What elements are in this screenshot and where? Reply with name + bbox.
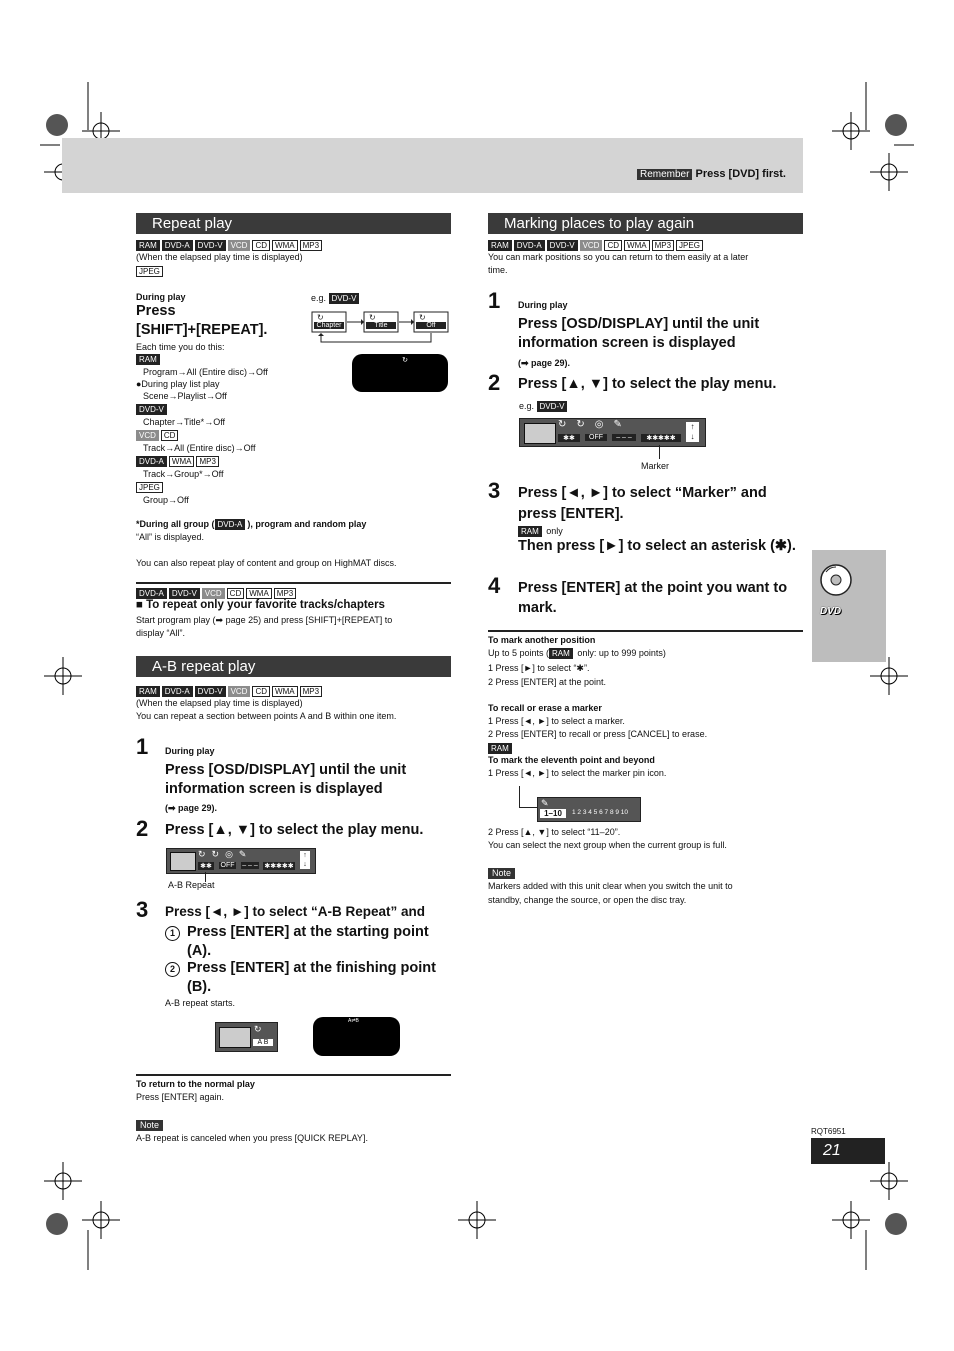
eleventh-step-1: 1 Press [◄, ►] to select the marker pin icon. <box>488 768 667 778</box>
pin-digits: 1 2 3 4 5 6 7 8 9 10 <box>572 809 629 816</box>
footnote-pre: *During all group ( <box>136 519 215 529</box>
disc-tag: VCD <box>228 240 251 251</box>
disc-tag: MP3 <box>274 588 296 599</box>
highmat-note: You can also repeat play of content and group on HighMAT discs. <box>136 558 397 568</box>
shift-repeat-instruction: [SHIFT]+[REPEAT]. <box>136 322 268 338</box>
substep-1-text: Press [ENTER] at the starting point (A). <box>187 924 429 959</box>
disc-tag: JPEG <box>676 240 703 251</box>
mark-eg-label <box>519 400 569 412</box>
disc-tag: WMA <box>624 240 650 251</box>
disc-tag: DVD-A <box>136 456 167 467</box>
pin-range: 1–10 <box>540 809 566 818</box>
disc-tag: MP3 <box>300 686 322 697</box>
osd-value: ✱✱ <box>558 434 580 442</box>
footnote-all-group <box>136 518 366 530</box>
ab-step-1-ref: (➡ page 29). <box>165 803 218 813</box>
ab-step-3-text: Press [◄, ►] to select “A-B Repeat” and <box>165 904 426 919</box>
favorite-disc-tags <box>136 588 298 599</box>
eleventh-text: You can select the next group when the current group is full. <box>488 840 727 850</box>
disc-tag: RAM <box>518 526 542 537</box>
disc-tag: DVD-V <box>329 293 360 304</box>
eg-text: e.g. <box>519 401 535 411</box>
ab-step-2-number: 2 <box>136 816 149 841</box>
disc-tag: DVD-V <box>547 240 578 251</box>
marker-osd-caption: Marker <box>641 461 670 471</box>
ab-note-label: Note <box>136 1120 163 1131</box>
disc-tag: RAM <box>136 240 160 251</box>
disc-tag: DVD-V <box>195 240 226 251</box>
disc-tag: DVD-A <box>162 686 193 697</box>
mark-step-2-text: Press [▲, ▼] to select the play menu. <box>518 376 777 392</box>
disc-tag: VCD <box>228 686 251 697</box>
ab-step-3-number: 3 <box>136 897 149 922</box>
mode-tag-row <box>136 404 306 415</box>
disc-tag: DVD-A <box>514 240 545 251</box>
favorite-tracks-text-2: display “All”. <box>136 628 186 638</box>
osd-value: – – – <box>242 862 258 869</box>
ab-osd-bar <box>166 848 316 874</box>
mark-step-1-text: Press [OSD/DISPLAY] until the unit information screen is displayed <box>518 316 760 351</box>
disc-tag: CD <box>227 588 245 599</box>
return-normal-title: To return to the normal play <box>136 1079 255 1089</box>
ab-step-2-text: Press [▲, ▼] to select the play menu. <box>165 822 424 838</box>
another-step-1: 1 Press [►] to select “✱”. <box>488 663 590 673</box>
ab-step-1-sub: During play <box>165 746 215 756</box>
mode-line: Group→Off <box>143 495 189 505</box>
footnote-post: ), program and random play <box>247 519 367 529</box>
page-number: 21 <box>811 1138 885 1164</box>
svg-text:↻: ↻ <box>317 313 324 322</box>
disc-tag: RAM <box>549 648 573 659</box>
mark-step-4-text: Press [ENTER] at the point you want to mark. <box>518 580 788 616</box>
ab-note-text: A-B repeat is canceled when you press [QUICK REPLAY]. <box>136 1133 368 1143</box>
marking-desc-1: You can mark positions so you can return to them easily at a later <box>488 252 749 262</box>
ab-screen-label: A⇌B <box>348 1018 359 1024</box>
osd-value: ✱✱✱✱✱ <box>641 434 681 442</box>
ab-repeat-heading: A-B repeat play <box>136 656 451 677</box>
mode-line: Scene→Playlist→Off <box>143 391 227 401</box>
ab-step-1-number: 1 <box>136 734 149 759</box>
mode-tag-row <box>136 482 306 493</box>
footnote-all-displayed: “All” is displayed. <box>136 532 205 542</box>
osd-value: ✱✱✱✱✱ <box>264 863 294 870</box>
osd-icon-row: ↻↻◎✎ <box>558 419 632 430</box>
flow-title: Title <box>366 322 396 329</box>
disc-tag: DVD-A <box>215 519 246 530</box>
ab-tv-screen <box>313 1017 400 1056</box>
ab-status-osd <box>215 1022 278 1052</box>
mark-step-1-ref: (➡ page 29). <box>518 358 571 368</box>
disc-tag: WMA <box>272 240 298 251</box>
flow-off: Off <box>416 322 446 329</box>
marking-disc-tags <box>488 240 705 251</box>
disc-tag: CD <box>604 240 622 251</box>
ab-substep-1 <box>165 923 455 961</box>
remember-text: Press [DVD] first. <box>695 168 786 180</box>
disc-thumbnail <box>524 423 556 444</box>
mark-step-2-number: 2 <box>488 370 501 395</box>
osd-value: OFF <box>585 434 607 441</box>
repeat-play-condition: (When the elapsed play time is displayed) <box>136 252 303 262</box>
flow-chapter: Chapter <box>314 322 344 329</box>
disc-tag: WMA <box>169 456 195 467</box>
disc-tag: VCD <box>580 240 603 251</box>
svg-text:↻: ↻ <box>419 313 426 322</box>
disc-tag: WMA <box>272 686 298 697</box>
disc-tag: CD <box>161 430 179 441</box>
eleventh-title: To mark the eleventh point and beyond <box>488 755 655 765</box>
osd-value: ✱✱ <box>198 862 214 870</box>
pin-icon: ✎ <box>541 798 549 808</box>
disc-tag: RAM <box>488 240 512 251</box>
disc-icon <box>818 558 854 602</box>
ab-osd-caption: A-B Repeat <box>168 880 215 890</box>
marking-note-label: Note <box>488 868 515 879</box>
recall-title: To recall or erase a marker <box>488 703 602 713</box>
scroll-arrows-icon: ↑ ↓ <box>300 851 310 869</box>
mark-step-3-text: Press [◄, ►] to select “Marker” and press [ENTER]. <box>518 485 767 522</box>
ab-starts-text: A-B repeat starts. <box>165 998 236 1008</box>
substep-1-marker: 1 <box>165 926 180 941</box>
another-step-2: 2 Press [ENTER] at the point. <box>488 677 607 687</box>
substep-2-marker: 2 <box>165 962 180 977</box>
divider <box>136 582 451 584</box>
repeat-mode-flow <box>311 308 451 348</box>
disc-tag: DVD-V <box>136 404 167 415</box>
scroll-arrows-icon: ↑ ↓ <box>686 422 699 442</box>
marking-desc-2: time. <box>488 265 508 275</box>
disc-tag: DVD-A <box>136 588 167 599</box>
mode-tag-row <box>136 456 306 467</box>
disc-tag: WMA <box>246 588 272 599</box>
marking-note-text-2: standby, change the source, or open the disc tray. <box>488 895 687 905</box>
disc-thumbnail <box>170 852 196 871</box>
pin-callout-line <box>519 807 537 808</box>
marker-osd-bar <box>519 418 706 447</box>
ram-only-text: only <box>546 526 563 536</box>
limit-pre: Up to 5 points ( <box>488 648 550 658</box>
divider <box>488 630 803 632</box>
remember-note <box>637 168 786 180</box>
mark-step-1-sub: During play <box>518 300 568 310</box>
side-tab-dvd <box>812 550 886 662</box>
disc-tag: MP3 <box>300 240 322 251</box>
disc-tag: RAM <box>136 354 160 365</box>
during-play-label: During play <box>136 292 186 302</box>
disc-tag: MP3 <box>652 240 674 251</box>
side-tab-label: DVD <box>820 606 842 617</box>
ab-description: You can repeat a section between points A and B within one item. <box>136 711 397 721</box>
disc-tag: DVD-A <box>162 240 193 251</box>
disc-tag: DVD-V <box>537 401 568 412</box>
mode-line: Track→Group*→Off <box>143 469 224 479</box>
marker-pin-osd <box>537 797 641 822</box>
another-position-title: To mark another position <box>488 635 596 645</box>
repeat-icon: ↻ <box>402 357 408 364</box>
mode-line: Track→All (Entire disc)→Off <box>143 443 256 453</box>
marking-heading: Marking places to play again <box>488 213 803 234</box>
disc-tag: JPEG <box>136 266 163 277</box>
ab-condition: (When the elapsed play time is displayed) <box>136 698 303 708</box>
ab-repeat-disc-tags <box>136 686 324 697</box>
divider <box>136 1074 451 1076</box>
osd-icon-row: ↻↻◎✎ <box>198 849 253 859</box>
osd-value: OFF <box>220 862 235 869</box>
marker-callout-line <box>659 445 660 459</box>
mark-step-1-number: 1 <box>488 288 501 313</box>
return-normal-text: Press [ENTER] again. <box>136 1092 225 1102</box>
disc-tag: JPEG <box>136 482 163 493</box>
disc-tag: CD <box>252 686 270 697</box>
substep-2-text: Press [ENTER] at the finishing point (B). <box>187 960 436 995</box>
recall-step-1: 1 Press [◄, ►] to select a marker. <box>488 716 625 726</box>
disc-thumbnail <box>219 1027 251 1048</box>
eleventh-step-2: 2 Press [▲, ▼] to select “11–20”. <box>488 827 621 837</box>
eleventh-ram-tag <box>488 743 514 754</box>
mode-line: Chapter→Title*→Off <box>143 417 226 427</box>
remember-tag: Remember <box>637 169 692 180</box>
repeat-icon: ↻ <box>254 1024 262 1034</box>
mark-step-4-number: 4 <box>488 573 501 598</box>
another-position-limit <box>488 647 666 659</box>
disc-tag: VCD <box>202 588 225 599</box>
mode-line: ●During play list play <box>136 379 220 389</box>
eg-label <box>311 292 361 304</box>
press-label: Press <box>136 303 176 319</box>
repeat-mode-list <box>136 354 306 506</box>
ab-substep-2 <box>165 959 455 997</box>
disc-tag: DVD-V <box>169 588 200 599</box>
disc-tag: VCD <box>136 430 159 441</box>
each-time-text: Each time you do this: <box>136 342 225 352</box>
header-band <box>62 138 803 193</box>
mode-tag-row <box>136 430 306 441</box>
favorite-tracks-text-1: Start program play (➡ page 25) and press [SHIFT]+[REPEAT] to <box>136 615 393 625</box>
ab-label: A B <box>253 1039 273 1046</box>
marking-note-text-1: Markers added with this unit clear when you switch the unit to <box>488 881 733 891</box>
mark-step-3-number: 3 <box>488 478 501 503</box>
repeat-play-jpeg-tag <box>136 266 165 277</box>
repeat-play-heading: Repeat play <box>136 213 451 234</box>
recall-step-2: 2 Press [ENTER] to recall or press [CANCEL] to erase. <box>488 729 708 739</box>
disc-tag: CD <box>252 240 270 251</box>
ram-only-note <box>518 525 563 537</box>
tv-screen-preview <box>352 354 448 392</box>
disc-tag: DVD-V <box>195 686 226 697</box>
eg-text: e.g. <box>311 293 327 303</box>
ab-step-1-text: Press [OSD/DISPLAY] until the unit information screen is displayed <box>165 762 407 797</box>
svg-text:↻: ↻ <box>369 313 376 322</box>
then-press-text: Then press [►] to select an asterisk (✱). <box>518 538 796 554</box>
repeat-play-disc-tags <box>136 240 324 251</box>
disc-tag: RAM <box>136 686 160 697</box>
disc-tag: MP3 <box>196 456 218 467</box>
limit-post: only: up to 999 points) <box>574 648 666 658</box>
mode-tag-row <box>136 354 306 365</box>
disc-tag: RAM <box>488 743 512 754</box>
osd-value: – – – <box>612 434 636 441</box>
document-code: RQT6951 <box>811 1127 846 1136</box>
favorite-tracks-title: ■ To repeat only your favorite tracks/chapters <box>136 599 385 611</box>
pin-callout-line <box>519 786 520 808</box>
mode-line: Program→All (Entire disc)→Off <box>143 367 268 377</box>
